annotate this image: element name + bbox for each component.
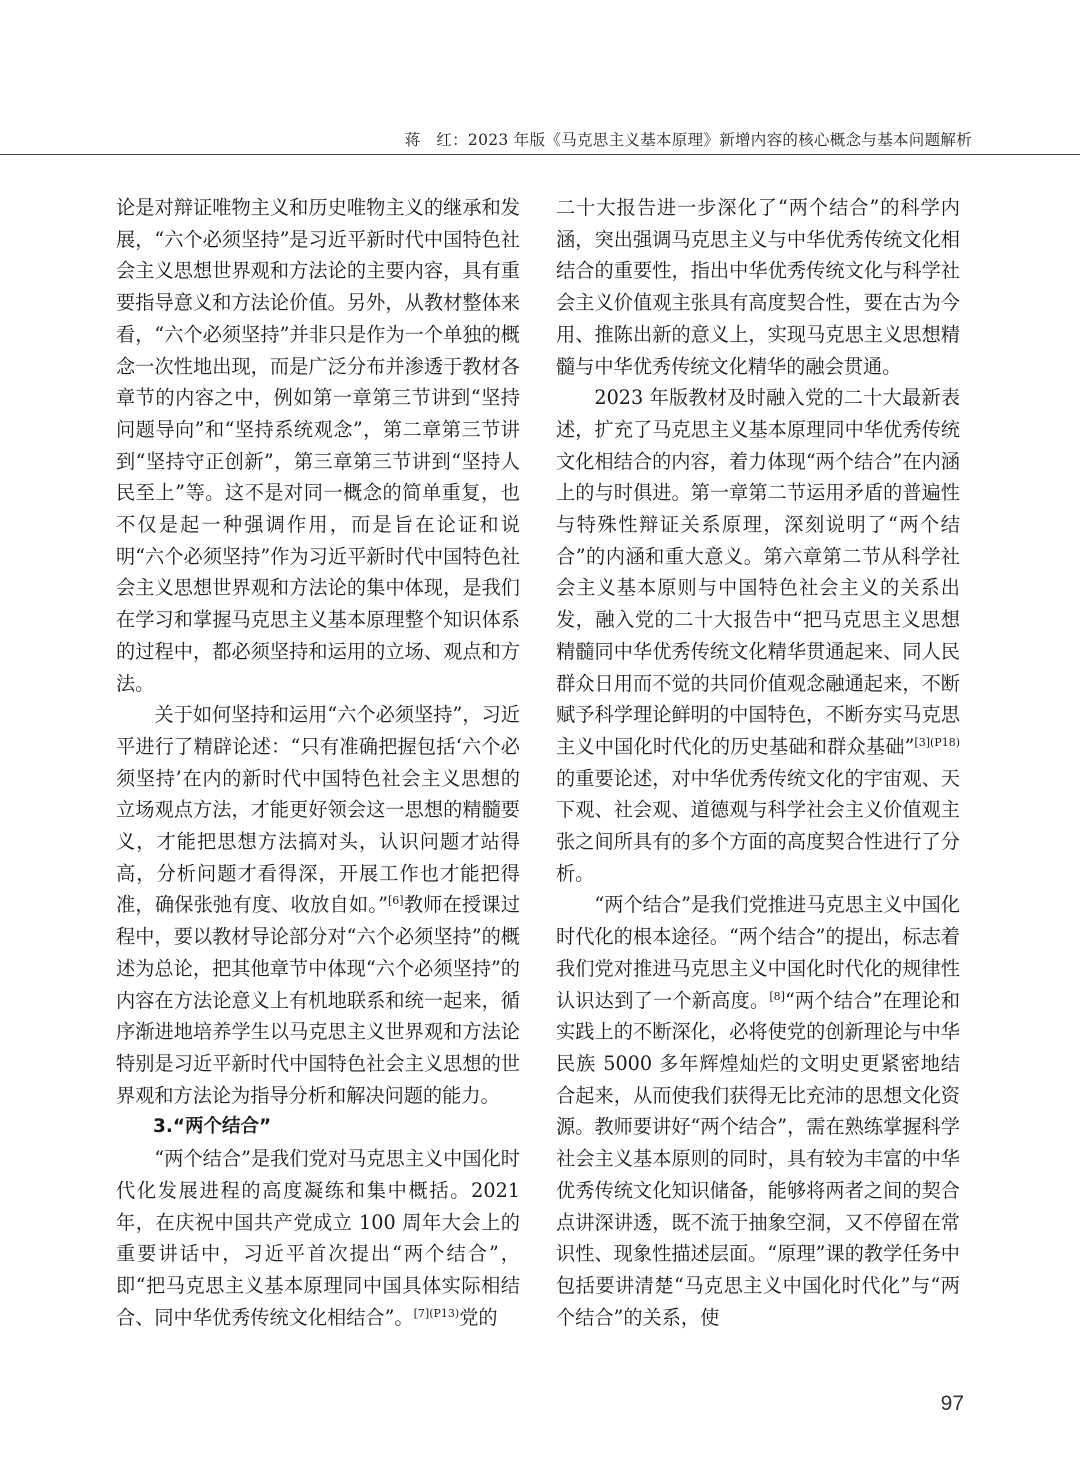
running-head: 蒋 红：2023 年版《马克思主义基本原理》新增内容的核心概念与基本问题解析 [404,131,972,149]
page-header [0,0,1080,160]
citation: [8] [769,989,785,1003]
paragraph [556,382,960,889]
section-heading: 3.“两个结合” [153,1116,272,1138]
header-rule [0,154,1080,155]
citation: [7](P13) [413,1306,460,1320]
paragraph-text: “两个结合”是我们党推进马克思主义中国化时代化的根本途径。“两个结合”的提出，标志着我们党对推进马克思主义中国化时代化的规律性认识达到了一个新高度。 [556,893,960,1012]
paragraph-text: 2023 年版教材及时融入党的二十大最新表述，扩充了马克思主义基本原理同中华优秀传统文化相结合的内容，着力体现“两个结合”在内涵上的与时俱进。第一章第二节运用矛盾的普遍性与特殊性辩证关系原理，深刻说明了“两个结合”的内涵和重大意义。第六章第二节从科学社会主义基本原则与中国特色社会主义的关系出发，融入党的二十大报告中“把马克思主义思想精髓同中华优秀传统文化精华贯通起来、同人民群众日用而不觉的共同价值观念融通起来，不断赋予科学理论鲜明的中国特色，不断夯实马克思主义中国化时代化的历史基础和群众基础” [556,386,960,758]
paragraph [116,699,520,1111]
paragraph-text: “两个结合”是我们党对马克思主义中国化时代化发展进程的高度凝练和集中概括。2021 年，在庆祝中国共产党成立 100 周年大会上的重要讲话中，习近平首次提出“两个结合”，即“把马克思主义基本原理同中国具体实际相结合、同中华优秀传统文化相结合”。 [116,1147,520,1329]
paragraph [116,1143,520,1333]
citation: [3](P18) [914,735,960,749]
paragraph: 二十大报告进一步深化了“两个结合”的科学内涵，突出强调马克思主义与中华优秀传统文化相结合的重要性，指出中华优秀传统文化与科学社会主义价值观主张具有高度契合性，要在古为今用、推陈出新的意义上，实现马克思主义思想精髓与中华优秀传统文化精华的融会贯通。 [556,196,960,378]
right-column [556,192,960,1333]
citation: [6] [387,894,404,908]
left-column [116,192,520,1333]
paragraph-text: 教师在授课过程中，要以教材导论部分对“六个必须坚持”的概述为总论，把其他章节中体现“六个必须坚持”的内容在方法论意义上有机地联系和统一起来，循序渐进地培养学生以马克思主义世界观和方法论特别是习近平新时代中国特色社会主义思想的世界观和方法论为指导分析和解决问题的能力。 [116,893,521,1107]
page-number: 97 [940,1392,964,1415]
paragraph-text: 的重要论述，对中华优秀传统文化的宇宙观、天下观、社会观、道德观与科学社会主义价值观主张之间所具有的多个方面的高度契合性进行了分析。 [556,766,960,885]
paragraph-text: “两个结合”在理论和实践上的不断深化，必将使党的创新理论与中华民族 5000 多年辉煌灿烂的文明史更紧密地结合起来，从而使我们获得无比充沛的思想文化资源。教师要讲好“两个结合”，需在熟练掌握科学社会主义基本原则的同时，具有较为丰富的中华优秀传统文化知识储备，能够将两者之间的契合点讲深讲透，既不流于抽象空洞，又不停留在常识性、现象性描述层面。“原理”课的教学任务中包括要讲清楚“马克思主义中国化时代化”与“两个结合”的关系，使 [556,988,961,1329]
paragraph-text: 党的 [459,1305,498,1329]
paragraph: 论是对辩证唯物主义和历史唯物主义的继承和发展，“六个必须坚持”是习近平新时代中国特色社会主义思想世界观和方法论的主要内容，具有重要指导意义和方法论价值。另外，从教材整体来看，“六个必须坚持”并非只是作为一个单独的概念一次性地出现，而是广泛分布并渗透于教材各章节的内容之中，例如第一章第三节讲到“坚持问题导向”和“坚持系统观念”，第二章第三节讲到“坚持守正创新”，第三章第三节讲到“坚持人民至上”等。这不是对同一概念的简单重复，也不仅是起一种强调作用，而是旨在论证和说明“六个必须坚持”作为习近平新时代中国特色社会主义思想世界观和方法论的集中体现，是我们在学习和掌握马克思主义基本原理整个知识体系的过程中，都必须坚持和运用的立场、观点和方法。 [116,196,520,695]
paragraph [556,889,960,1333]
paragraph-text: 关于如何坚持和运用“六个必须坚持”，习近平进行了精辟论述：“只有准确把握包括‘六个必须坚持’在内的新时代中国特色社会主义思想的立场观点方法，才能更好领会这一思想的精髓要义，才能把思想方法搞对头，认识问题才站得高，分析问题才看得深，开展工作也才能把得准，确保张弛有度、收放自如。” [116,703,520,917]
